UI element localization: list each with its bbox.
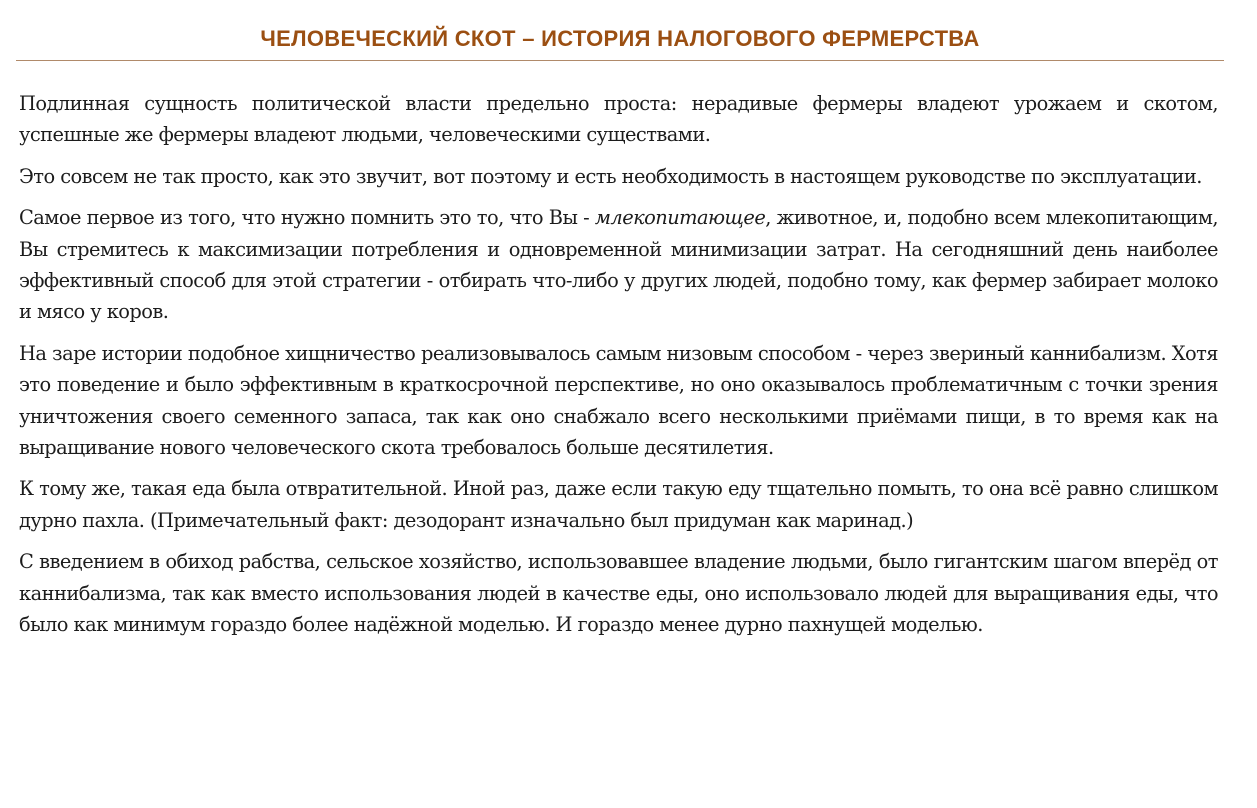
paragraph-3 xyxy=(19,202,1218,328)
paragraph-2: Это совсем не так просто, как это звучит, вот поэтому и есть необходимость в настоящем руководстве по эксплуатации. xyxy=(19,164,1202,188)
page-title: ЧЕЛОВЕЧЕСКИЙ СКОТ – ИСТОРИЯ НАЛОГОВОГО ФЕРМЕРСТВА xyxy=(260,26,980,51)
paragraph-1: Подлинная сущность политической власти предельно проста: нерадивые фермеры владеют урожаем и скотом, успешные же фермеры владеют людьми, человеческими существами. xyxy=(19,92,1218,147)
emphasized-term: млекопитающее xyxy=(594,206,766,230)
title-divider xyxy=(16,60,1224,61)
paragraph-4: На заре истории подобное хищничество реализовывалось самым низовым способом - через звериный каннибализм. Хотя это поведение и было эффективным в краткосрочной перспективе, но оно оказывалось проблематичным с точки зрения уничтожения своего семенного запаса, так как оно снабжало всего несколькими приёмами пищи, в то время как на выращивание нового человеческого скота требовалось больше десятилетия. xyxy=(19,341,1218,460)
paragraph-3-lead: Самое первое из того, что нужно помнить это то, что Вы - xyxy=(19,206,595,230)
article-body xyxy=(19,88,1218,641)
paragraph-6: С введением в обиход рабства, сельское хозяйство, использовавшее владение людьми, было гигантским шагом вперёд от каннибализма, так как вместо использования людей в качестве еды, оно использовало людей для выращивания еды, что было как минимум гораздо более надёжной моделью. И гораздо менее дурно пахнущей моделью. xyxy=(19,550,1218,637)
paragraph-3-rest: , животное, и, подобно всем млекопитающим, Вы стремитесь к максимизации потребления и одновременной минимизации затрат. На сегодняшний день наиболее эффективный способ для этой стратегии - отбирать что-либо у других людей, подобно тому, как фермер забирает молоко и мясо у коров. xyxy=(19,206,1219,324)
paragraph-5: К тому же, такая еда была отвратительной. Иной раз, даже если такую еду тщательно помыть, то она всё равно слишком дурно пахла. (Примечательный факт: дезодорант изначально был придуман как маринад.) xyxy=(19,477,1218,532)
